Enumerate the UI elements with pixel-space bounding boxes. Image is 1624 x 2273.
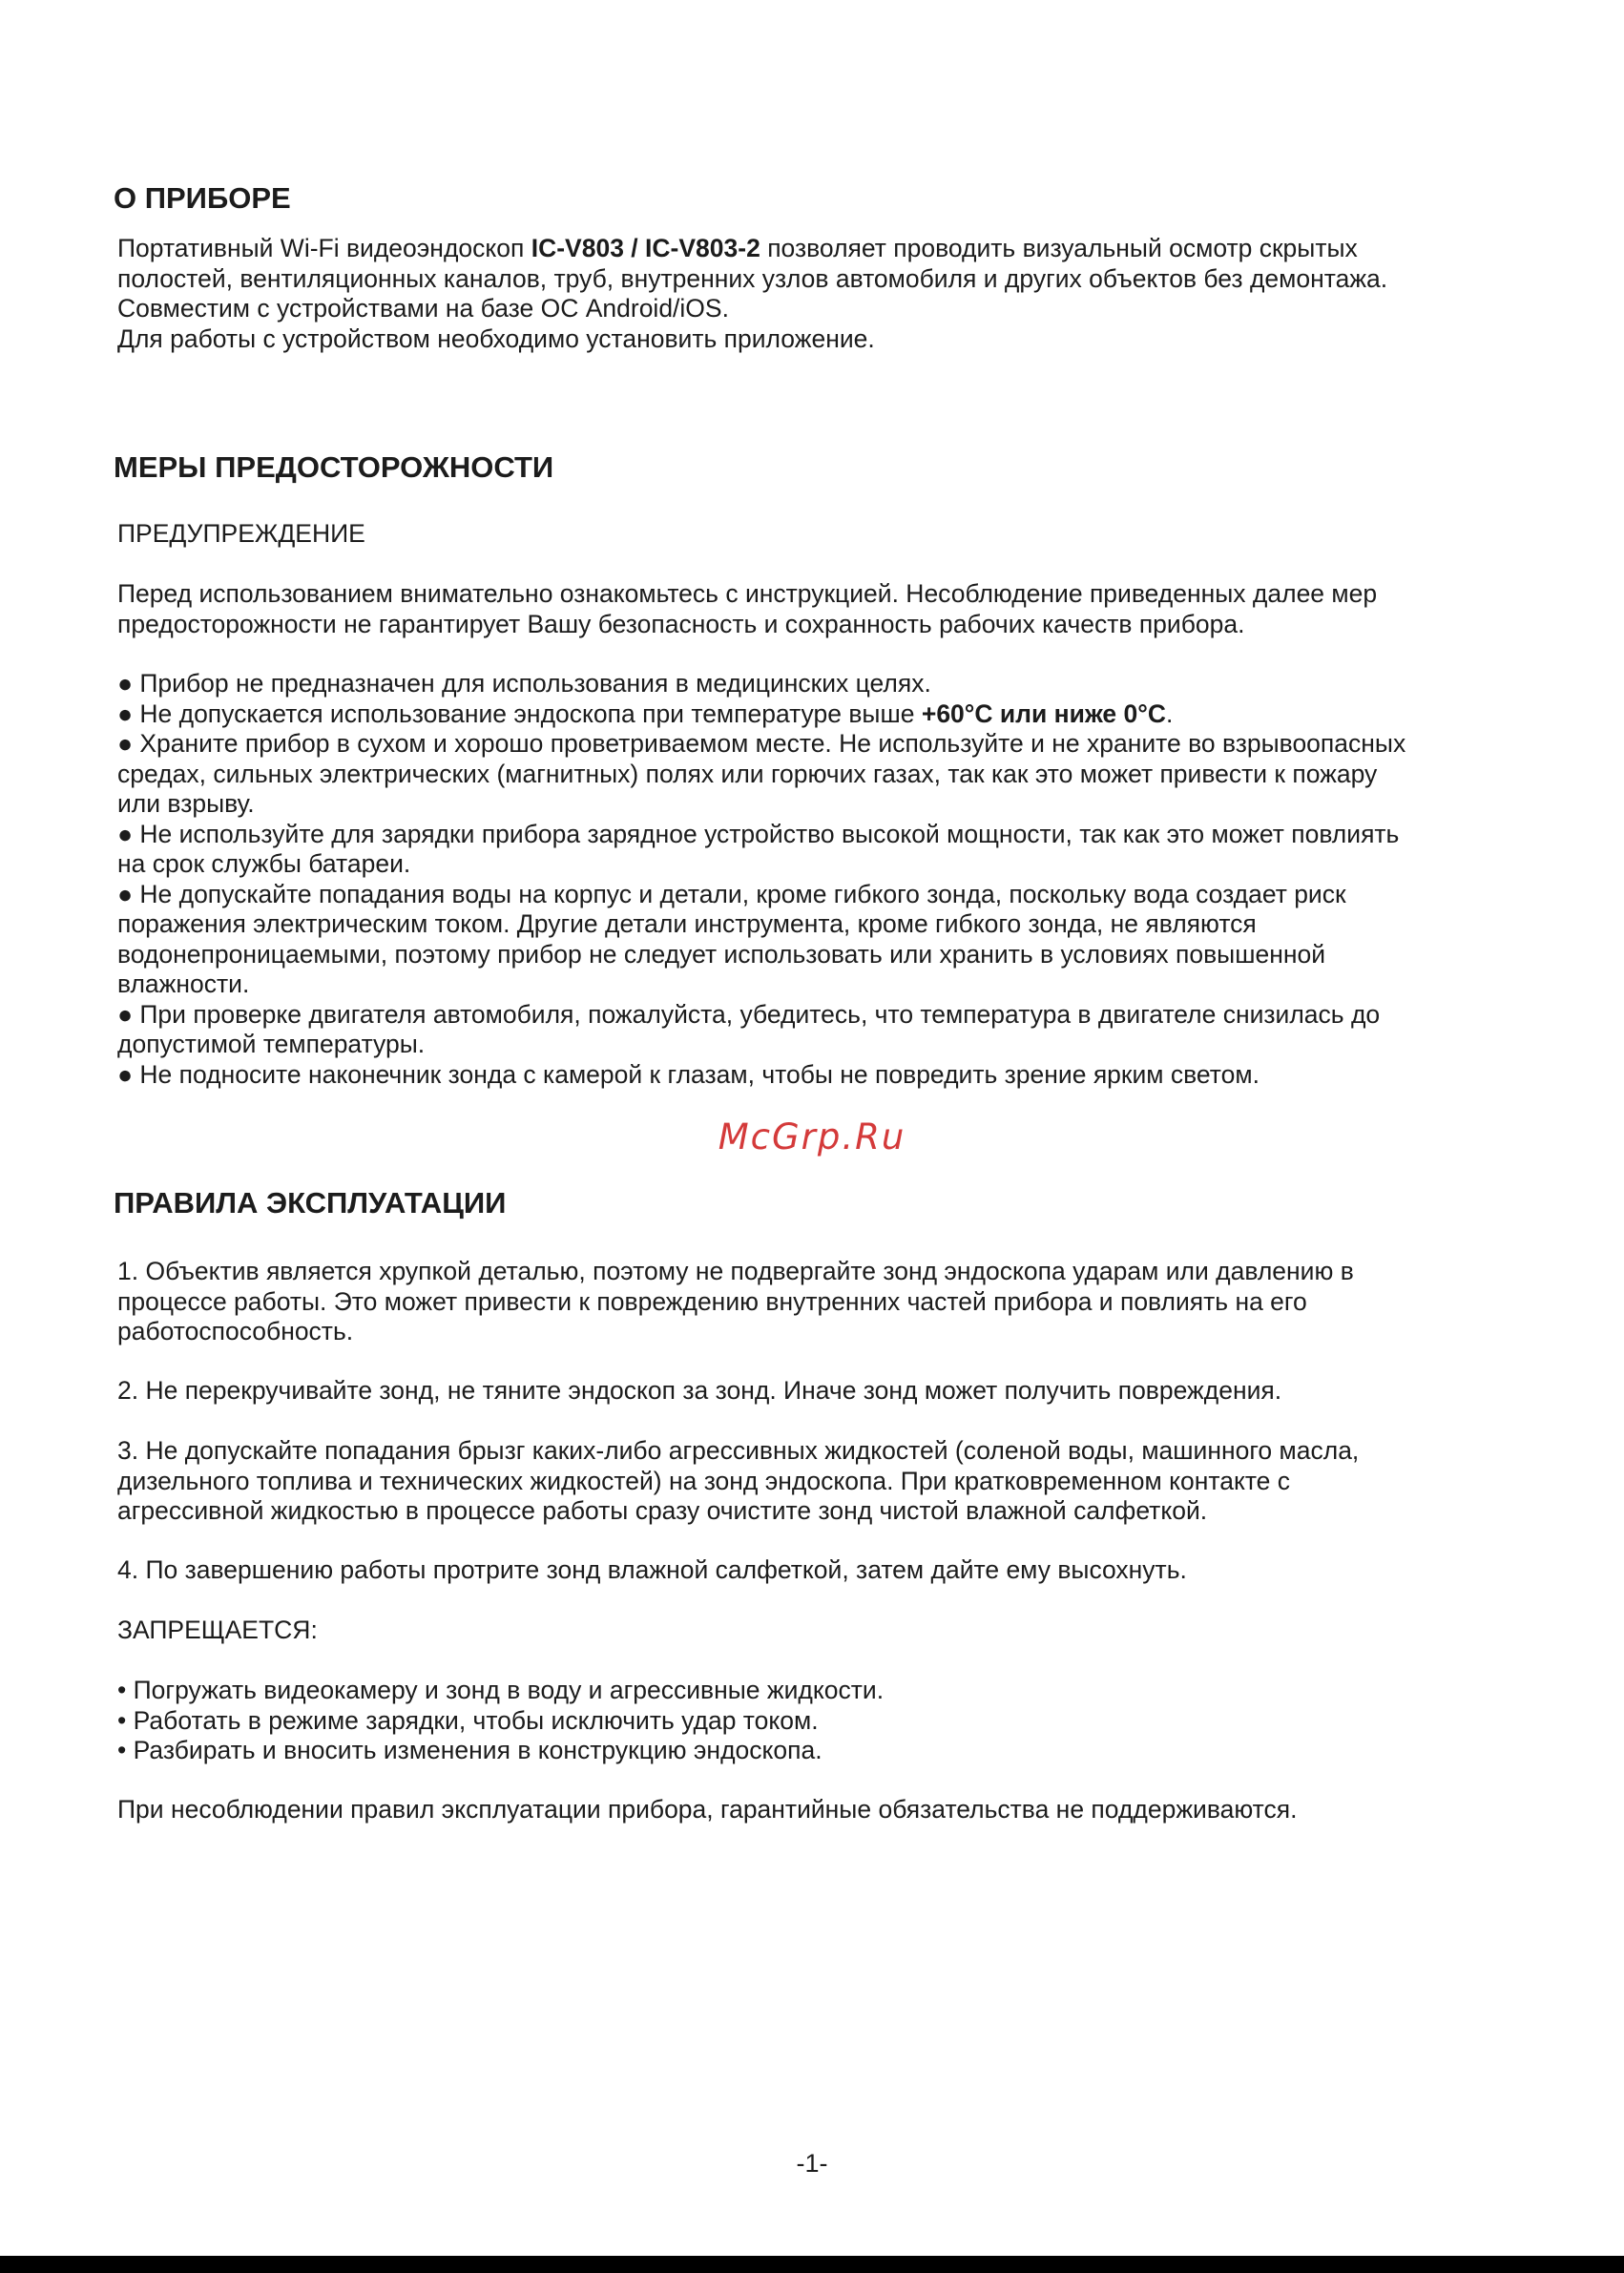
list-item: ● Не подносите наконечник зонда с камерой к глазам, чтобы не повредить зрение ярким светом. — [117, 1059, 1260, 1089]
list-item: ● Не допускается использование эндоскопа при температуре выше +60°C или ниже 0°C. — [117, 699, 1174, 728]
about-line-2: полостей, вентиляционных каналов, труб, внутренних узлов автомобиля и других объектов без демонтажа. — [117, 263, 1388, 293]
list-item: ● Не используйте для зарядки прибора зарядное устройство высокой мощности, так как это может повлиять — [117, 819, 1400, 848]
list-item: • Разбирать и вносить изменения в конструкцию эндоскопа. — [117, 1736, 822, 1764]
rule-4: 4. По завершению работы протрите зонд влажной салфеткой, затем дайте ему высохнуть. — [117, 1555, 1187, 1584]
list-item: ● Храните прибор в сухом и хорошо проветриваемом месте. Не используйте и не храните во взрывоопасных — [117, 729, 1406, 758]
rule-2: 2. Не перекручивайте зонд, не тяните эндоскоп за зонд. Иначе зонд может получить повреждения. — [117, 1376, 1282, 1405]
list-item: ● Не допускайте попадания воды на корпус и детали, кроме гибкого зонда, поскольку вода создает риск — [117, 879, 1346, 908]
about-line-1: Портативный Wi-Fi видеоэндоскоп IC-V803 / IC-V803-2 позволяет проводить визуальный осмотр скрытых — [117, 234, 1358, 262]
warranty-note: При несоблюдении правил эксплуатации прибора, гарантийные обязательства не поддерживаются. — [117, 1795, 1298, 1824]
forbidden-list — [117, 1676, 1510, 1766]
list-item: • Погружать видеокамеру и зонд в воду и агрессивные жидкости. — [117, 1676, 885, 1704]
rule-1: 1. Объектив является хрупкой деталью, поэтому не подвергайте зонд эндоскопа ударам или давлению в процессе работы. Это может привести к повреждению внутренних частей прибора и повлиять на его работоспособность. — [117, 1257, 1354, 1345]
warning-label: ПРЕДУПРЕЖДЕНИЕ — [117, 519, 365, 548]
section-title-about: О ПРИБОРЕ — [114, 181, 291, 215]
section-title-precautions: МЕРЫ ПРЕДОСТОРОЖНОСТИ — [114, 450, 554, 484]
about-line-4: Для работы с устройством необходимо установить приложение. — [117, 323, 875, 353]
forbidden-label: ЗАПРЕЩАЕТСЯ: — [117, 1616, 318, 1644]
temperature-limit: +60°C или ниже 0°C — [921, 699, 1166, 728]
about-line-3: Совместим с устройствами на базе ОС Android/iOS. — [117, 294, 729, 323]
watermark: McGrp.Ru — [718, 1116, 906, 1157]
list-item: ● При проверке двигателя автомобиля, пожалуйста, убедитесь, что температура в двигателе снизилась до — [117, 999, 1381, 1029]
page-number: -1- — [796, 2149, 828, 2178]
model-name: IC-V803 / IC-V803-2 — [531, 234, 760, 262]
rule-3: 3. Не допускайте попадания брызг каких-либо агрессивных жидкостей (соленой воды, машинного масла, дизельного топлива и технических жидкостей) на зонд эндоскопа. При кратковременном контакте с агрессивной жидкостью в процессе работы сразу очистите зонд чистой влажной салфеткой. — [117, 1436, 1360, 1525]
section-title-rules: ПРАВИЛА ЭКСПЛУАТАЦИИ — [114, 1186, 507, 1220]
bottom-edge-bar — [0, 2256, 1624, 2273]
precautions-intro: Перед использованием внимательно ознакомьтесь с инструкцией. Несоблюдение приведенных далее мер предосторожности не гарантирует Вашу безопасность и сохранность рабочих качеств прибора. — [117, 579, 1378, 638]
precautions-list: ● Прибор не предназначен для использования в медицинских целях. ● Не допускается использование эндоскопа при температуре выше +60°C или ниже 0°C. ● Храните прибор в сухом и хорошо проветриваемом месте. Не используйте и не храните во взрывоопасных средах, сильных электрических (магнитных) полях или горючих газах, так как это может привести к пожару или взрыву. ● Не используйте для зарядки прибора зарядное устройство высокой мощности, так как это может повлиять на срок службы батареи. ● Не допускайте попадания воды на корпус и детали, кроме гибкого зонда, поскольку вода создает риск поражения электрическим током. Другие детали инструмента, кроме гибкого зонда, не являются водонепроницаемыми, поэтому прибор не следует использовать или хранить в условиях повышенной влажности. ● При проверке двигателя автомобиля, пожалуйста, убедитесь, что температура в двигателе снизилась до допустимой температуры. ● Не подносите наконечник зонда с камерой к глазам, чтобы не повредить зрение ярким светом. — [117, 669, 1510, 1090]
list-item: ● Прибор не предназначен для использования в медицинских целях. — [117, 669, 931, 698]
list-item: • Работать в режиме зарядки, чтобы исключить удар током. — [117, 1705, 819, 1735]
about-paragraph — [117, 234, 1510, 354]
